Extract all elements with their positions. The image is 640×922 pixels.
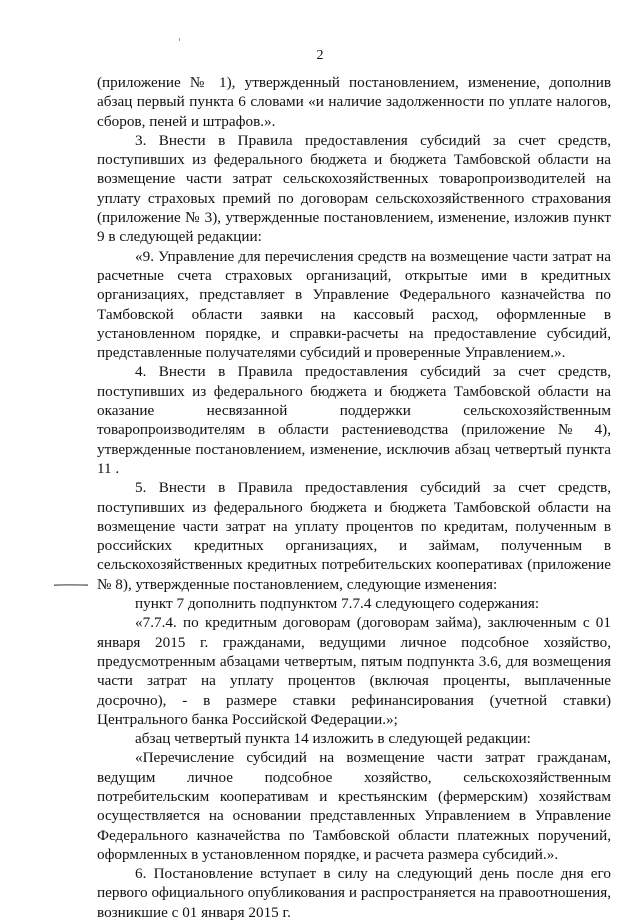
page-number: 2 xyxy=(316,48,324,63)
paragraph-point-14-intro: абзац четвертый пункта 14 изложить в следующей редакции: xyxy=(135,730,531,748)
paragraph-quote-7-7-4: «7.7.4. по кредитным договорам (договорам займа), заключенным с 01 января 2015 г. гражданами, ведущими личное подсобное хозяйство, предусмотренным абзацами четвертым, пятым подпункта 3.6, для возмещения части затрат на уплату процентов (включая проценты, выплаченные досрочно), - в размере ставки рефинансирования (учетной ставки) Центрального банка Российской Федерации.»; xyxy=(97,614,611,728)
paragraph-continuation-appendix-1: (приложение № 1), утвержденный постановлением, изменение, дополнив абзац первый пункта 6 словами «и наличие задолженности по уплате налогов, сборов, пеней и штрафов.». xyxy=(97,74,611,130)
document-body xyxy=(97,73,611,922)
paragraph-quote-point-14: «Перечисление субсидий на возмещение части затрат гражданам, ведущим личное подсобное хозяйство, сельскохозяйственным потребительским кооперативам и крестьянским (фермерским) хозяйствам осуществляется на основании представленных Управлением в Управление Федерального казначейства по Тамбовской области платежных поручений, оформленных в установленном порядке, и расчета размера субсидий.». xyxy=(97,749,611,863)
paragraph-quote-point-9: «9. Управление для перечисления средств на возмещение части затрат на расчетные счета страховых организаций, открытые ими в кредитных организациях, представляет в Управление Федерального казначейства по Тамбовской области заявки на кассовый расход, оформленные в установленном порядке, и справки-расчеты на предоставление субсидий, представленные получателями субсидий и проверенные Управлением.». xyxy=(97,247,611,362)
paragraph-item-4: 4. Внести в Правила предоставления субсидий за счет средств, поступивших из федерального бюджета и бюджета Тамбовской области на оказание несвязанной поддержки сельскохозяйственным товаропроизводителям в области растениеводства (приложение № 4), утвержденные постановлением, изменение, исключив абзац четвертый пункта 11 . xyxy=(97,363,611,477)
scan-artifact-dot xyxy=(179,38,180,41)
handwritten-margin-mark xyxy=(54,584,88,586)
paragraph-item-3: 3. Внести в Правила предоставления субсидий за счет средств, поступивших из федерального бюджета и бюджета Тамбовской области на возмещение части затрат сельскохозяйственных товаропроизводителей на уплату страховых премий по договорам сельскохозяйственного страхования (приложение № 3), утвержденные постановлением, изменение, изложив пункт 9 в следующей редакции: xyxy=(97,131,611,246)
paragraph-subitem-7-intro: пункт 7 дополнить подпунктом 7.7.4 следующего содержания: xyxy=(135,595,540,613)
paragraph-item-6: 6. Постановление вступает в силу на следующий день после дня его первого официального опубликования и распространяется на правоотношения, возникшие с 01 января 2015 г. xyxy=(97,865,611,921)
paragraph-item-5: 5. Внести в Правила предоставления субсидий за счет средств, поступивших из федерального бюджета и бюджета Тамбовской области на возмещение части затрат на уплату процентов по кредитам, полученным в российских кредитных организациях, и займам, полученным в сельскохозяйственных кредитных потребительских кооперативах (приложение № 8), утвержденные постановлением, следующие изменения: xyxy=(97,479,611,593)
